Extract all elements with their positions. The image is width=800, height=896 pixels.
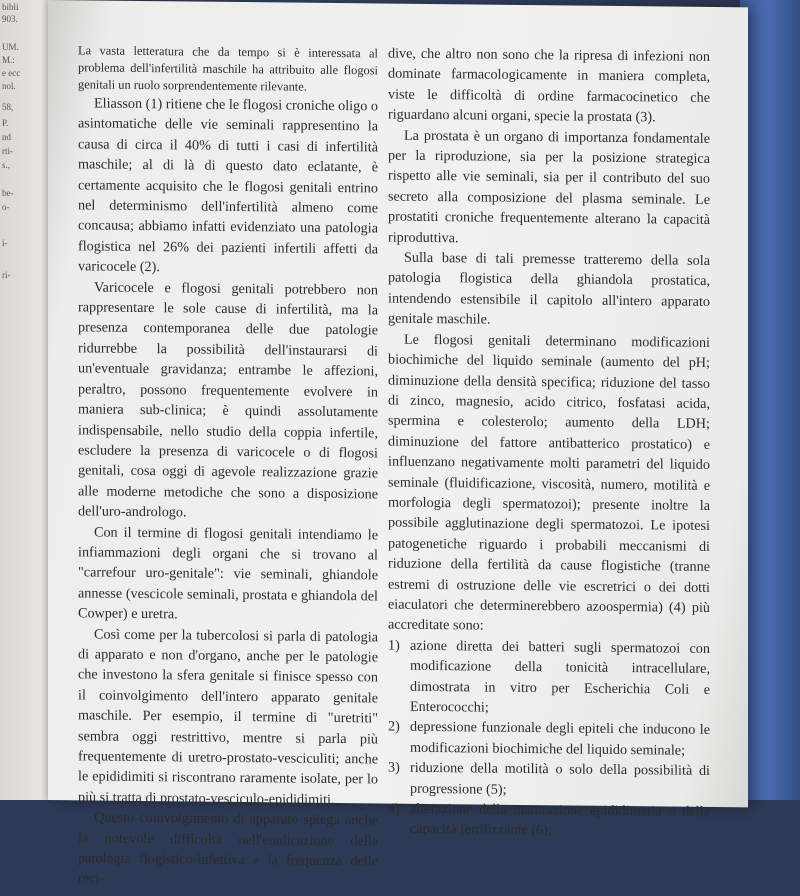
list-text: azione diretta dei batteri sugli spermatozoi con modificazione della tonicità intracellulare, dimostrata in vitro per Escherichia Coli e Enterococchi;	[410, 637, 710, 716]
list-item	[388, 799, 710, 843]
paragraph: La prostata è un organo di importanza fondamentale per la riproduzione, sia per la posizione strategica rispetto alle vie seminali, sia per il contributo del suo secreto alla composizione del plasma seminale. Le prostatiti croniche frequentemente alterano la capacità riproduttiva.	[388, 127, 710, 246]
margin-fragment: nol.	[2, 81, 16, 91]
paragraph: Varicocele e flogosi genitali potrebbero non rappresentare le sole cause di infertilità, ma la presenza contemporanea delle due patologie ridurrebbe la possibilità dell'instaurarsi di un'eventuale gravidanza; entrambe le affezioni, peraltro, possono frequentemente evolvere in maniera sub-clinica; è quindi assolutamente indispensabile, nello studio della coppia infertile, escludere la presenza di varicocele o di flogosi genitali, cosa oggi di agevole realizzazione grazie alle moderne metodiche che sono a disposizione dell'uro-andrologo.	[78, 279, 378, 521]
paragraph: La vasta letteratura che da tempo si è interessata al problema dell'infertilità maschile ha attribuito alle flogosi genitali un ruolo sorprendentemente rilevante.	[78, 43, 378, 94]
list-item	[388, 758, 710, 802]
left-column	[78, 42, 378, 892]
list-text: depressione funzionale degli epiteli che inducono le modificazioni biochimiche del liquido seminale;	[410, 719, 710, 759]
paragraph: Eliasson (1) ritiene che le flogosi croniche oligo o asintomatiche delle vie seminali rappresentino la causa di circa il 40% di tutti i casi di infertilità maschile; al di là di questo dato eclatante, è certamente acquisito che le flogosi genitali entrino nel determinismo dell'infertilità almeno come concausa; abbiamo infatti evidenziato una patologia flogistica nel 26% dei pazienti infertili affetti da varicocele (2).	[78, 95, 378, 276]
right-column	[388, 44, 710, 843]
list-item	[388, 717, 710, 761]
margin-fragment: be-	[2, 188, 14, 198]
margin-fragment: nd	[2, 132, 11, 142]
paragraph: Con il termine di flogosi genitali intendiamo le infiammazioni degli organi che si trovano al "carrefour uro-genitale": vie seminali, ghiandole annesse (vescicole seminali, prostata e ghiandola del Cowper) e uretra.	[78, 524, 378, 623]
margin-fragment: M.:	[2, 55, 15, 65]
paragraph-continuation: dive, che altro non sono che la ripresa di infezioni non dominate farmacologicamente in maniera completa, viste le difficoltà di ordine farmacocinetico che riguardano alcuni organi, specie la prostata (3).	[388, 45, 710, 126]
paragraph: Sulla base di tali premesse tratteremo della sola patologia flogistica della ghiandola prostatica, intendendo estensibile il capitolo all'intero apparato genitale maschile.	[388, 249, 710, 328]
margin-fragment: o-	[2, 202, 10, 212]
paragraph: Così come per la tubercolosi si parla di patologia di apparato e non d'organo, anche per le patologie che investono la sfera genitale si finisce spesso con il coinvolgimento dell'intero apparato genitale maschile. Per esempio, il termine di "uretriti" sembra oggi restrittivo, mentre si parla più frequentemente di uretro-prostato-vesciculiti; anche le epididimiti si riscontrano raramente isolate, per lo più si tratta di prostato-vesciculo-epididimiti.	[78, 626, 378, 808]
hypotheses-list	[388, 635, 710, 842]
list-number: 3)	[388, 759, 400, 776]
margin-fragment: 58,	[2, 102, 14, 112]
margin-fragment: e ecc	[2, 68, 21, 78]
previous-page-margin	[0, 0, 52, 800]
margin-fragment: bibli	[2, 2, 19, 12]
margin-fragment: ri-	[2, 270, 11, 280]
margin-fragment: 903.	[2, 14, 18, 24]
margin-fragment: i-	[2, 238, 8, 248]
paragraph: Le flogosi genitali determinano modificazioni biochimiche del liquido seminale (aumento del pH; diminuzione della densità specifica; riduzione del tasso di zinco, magnesio, acido citrico, fosfatasi acida, spermina e colesterolo; aumento della LDH; diminuzione del fattore antibatterico prostatico) e influenzano negativamente molti parametri del liquido seminale (fluidificazione, viscosità, numero, motilità e morfologia degli spermatozoi); presente inoltre la possibile agglutinazione degli spermatozoi. Le ipotesi patogenetiche riguardo i probabili meccanismi di riduzione della fertilità da cause flogistiche (tranne estremi di ostruzione delle vie escretrici o dei dotti eiaculatori che determinerebbero azoospermia) (4) più accreditate sono:	[388, 331, 710, 634]
margin-fragment: P.	[2, 118, 9, 128]
list-text: alterazione della maturazione epididimaria o della capacità fertilizzante (6);	[410, 800, 710, 839]
list-text: riduzione della motilità o solo della possibilità di progressione (5);	[410, 760, 710, 798]
margin-fragment: UM.	[2, 42, 19, 52]
margin-fragment: s.,	[2, 160, 11, 170]
list-number: 4)	[388, 800, 400, 817]
paragraph: Questo coinvolgimento di apparato spiega anche la notevole difficoltà nell'eradicazione della patologia flogistico-infettiva e la frequenza delle reci-	[78, 809, 378, 888]
list-item	[388, 635, 710, 720]
list-number: 1)	[388, 637, 400, 654]
list-number: 2)	[388, 718, 400, 736]
book-cover-edge	[740, 0, 800, 800]
book-page	[48, 0, 748, 888]
margin-fragment: rti-	[2, 146, 13, 156]
